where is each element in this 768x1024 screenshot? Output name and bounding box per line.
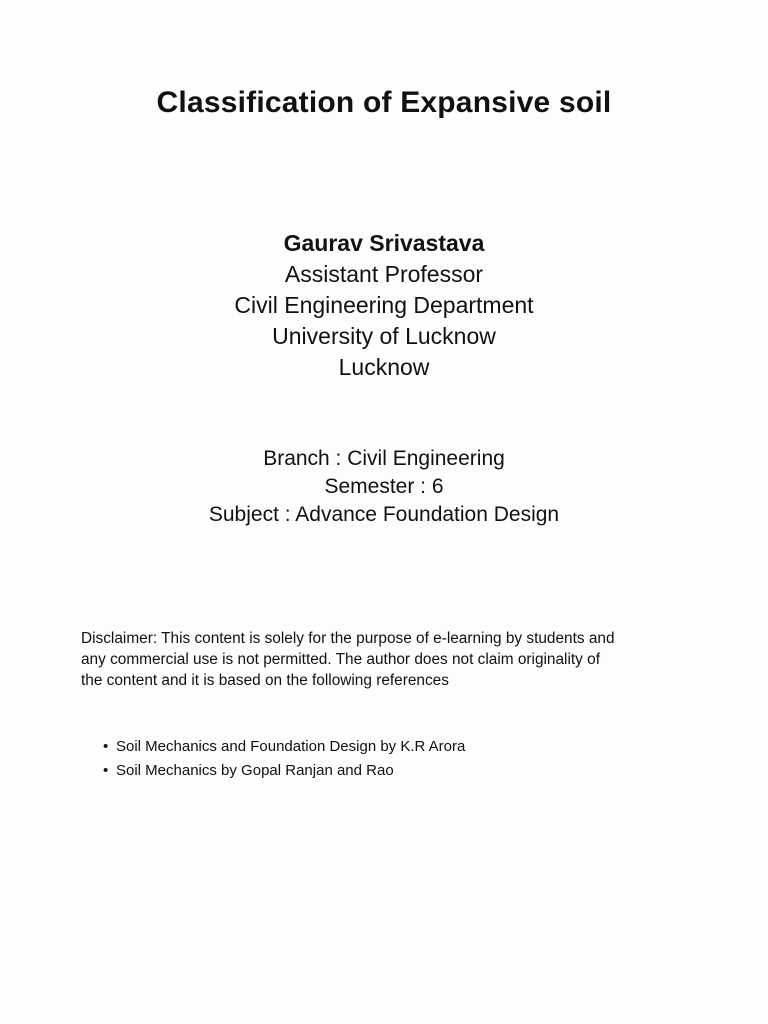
disclaimer-line: any commercial use is not permitted. The author does not claim originality of	[81, 651, 600, 668]
author-name: Gaurav Srivastava	[283, 230, 485, 256]
author-position: Assistant Professor	[284, 261, 484, 287]
course-branch: Branch : Civil Engineering	[263, 447, 505, 470]
author-university: University of Lucknow	[272, 323, 496, 349]
course-semester: Semester : 6	[324, 475, 444, 498]
reference-list	[103, 735, 465, 783]
reference-item	[103, 759, 465, 783]
course-subject: Subject : Advance Foundation Design	[208, 503, 560, 526]
reference-item	[103, 735, 465, 759]
disclaimer-line: Disclaimer: This content is solely for the purpose of e-learning by students and	[81, 630, 615, 647]
author-department: Civil Engineering Department	[234, 292, 534, 318]
disclaimer-text	[81, 628, 681, 691]
document-title: Classification of Expansive soil	[156, 86, 612, 119]
author-city: Lucknow	[338, 354, 430, 380]
course-info	[0, 445, 768, 529]
author-block	[0, 228, 768, 383]
disclaimer-line: the content and it is based on the following references	[81, 672, 449, 689]
bullet-icon: •	[103, 762, 109, 779]
bullet-icon: •	[103, 738, 109, 755]
reference-text: Soil Mechanics and Foundation Design by K.R Arora	[116, 738, 466, 755]
reference-text: Soil Mechanics by Gopal Ranjan and Rao	[116, 762, 394, 779]
